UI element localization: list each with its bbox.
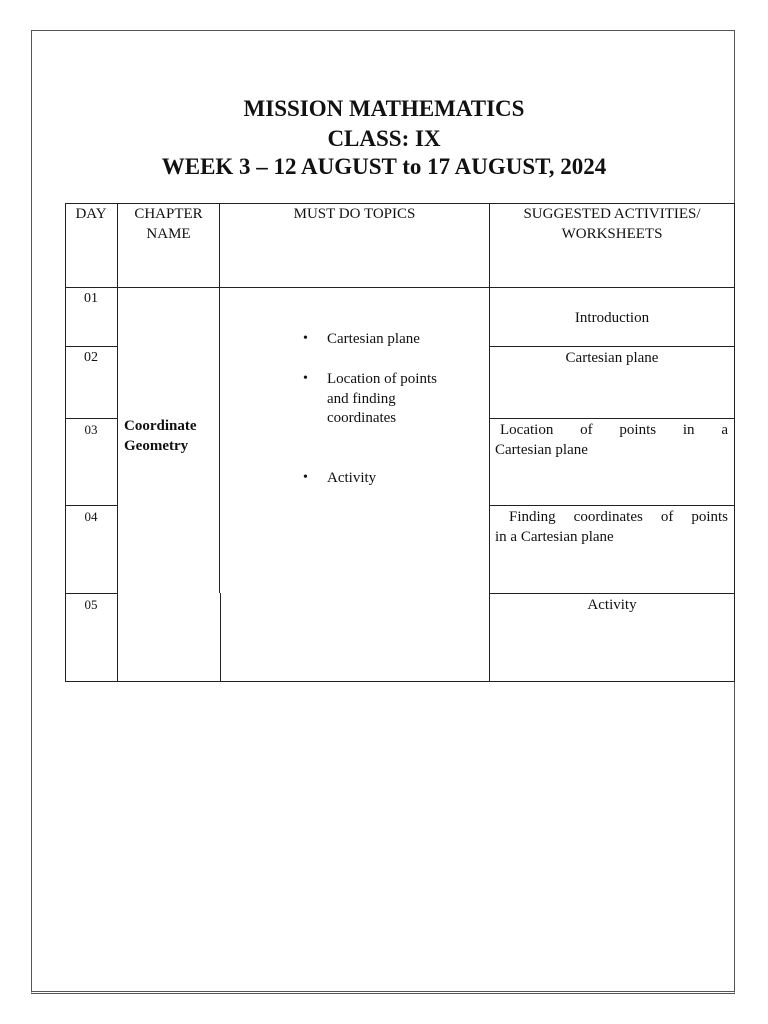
header-activities-line1: SUGGESTED ACTIVITIES/ xyxy=(523,206,701,222)
row-separator xyxy=(489,593,735,594)
row-separator xyxy=(489,346,735,347)
table-right-border xyxy=(734,203,735,682)
activity-04-line1: Finding coordinates of points xyxy=(509,509,728,525)
activity-03-line2: Cartesian plane xyxy=(495,442,588,458)
activity-03-line1: Location of points in a xyxy=(500,422,728,438)
header-day: DAY xyxy=(75,206,107,222)
title-week: WEEK 3 – 12 AUGUST to 17 AUGUST, 2024 xyxy=(161,154,607,179)
day-01: 01 xyxy=(84,291,98,306)
col-divider-day xyxy=(117,203,118,682)
topic-text: Cartesian plane xyxy=(327,331,420,347)
day-04: 04 xyxy=(84,509,98,524)
activity-02: Cartesian plane xyxy=(565,350,659,366)
topic-item xyxy=(303,329,420,349)
header-activities-line2: WORKSHEETS xyxy=(561,226,663,242)
row-separator xyxy=(65,346,118,347)
chapter-name-line2: Geometry xyxy=(124,438,189,454)
topic-text-continued: and finding xyxy=(327,391,396,407)
bullet-icon: • xyxy=(303,371,308,386)
header-chapter-line2: NAME xyxy=(146,226,191,242)
row-separator xyxy=(65,418,118,419)
activity-01: Introduction xyxy=(574,310,650,326)
header-chapter-line1: CHAPTER xyxy=(134,206,203,222)
row-separator xyxy=(489,505,735,506)
bullet-icon: • xyxy=(303,331,308,346)
topic-text-continued: coordinates xyxy=(327,410,397,426)
row-separator xyxy=(65,505,118,506)
day-02: 02 xyxy=(84,350,98,365)
bullet-icon: • xyxy=(303,470,308,485)
row-separator xyxy=(65,593,118,594)
topic-text: Activity xyxy=(327,470,377,486)
topic-item xyxy=(303,468,377,488)
activity-04-line2: in a Cartesian plane xyxy=(495,529,614,545)
schedule-table xyxy=(65,203,735,682)
day-03: 03 xyxy=(84,422,98,437)
topic-item xyxy=(303,369,437,389)
topics-list xyxy=(220,203,489,682)
header-topics: MUST DO TOPICS xyxy=(293,206,416,222)
chapter-name-line1: Coordinate xyxy=(124,418,197,434)
row-separator xyxy=(489,418,735,419)
topic-text: Location of points xyxy=(327,371,437,387)
day-05: 05 xyxy=(84,597,98,612)
title-class: CLASS: IX xyxy=(327,126,441,151)
title-mission: MISSION MATHEMATICS xyxy=(243,96,525,121)
activity-05: Activity xyxy=(587,597,637,613)
